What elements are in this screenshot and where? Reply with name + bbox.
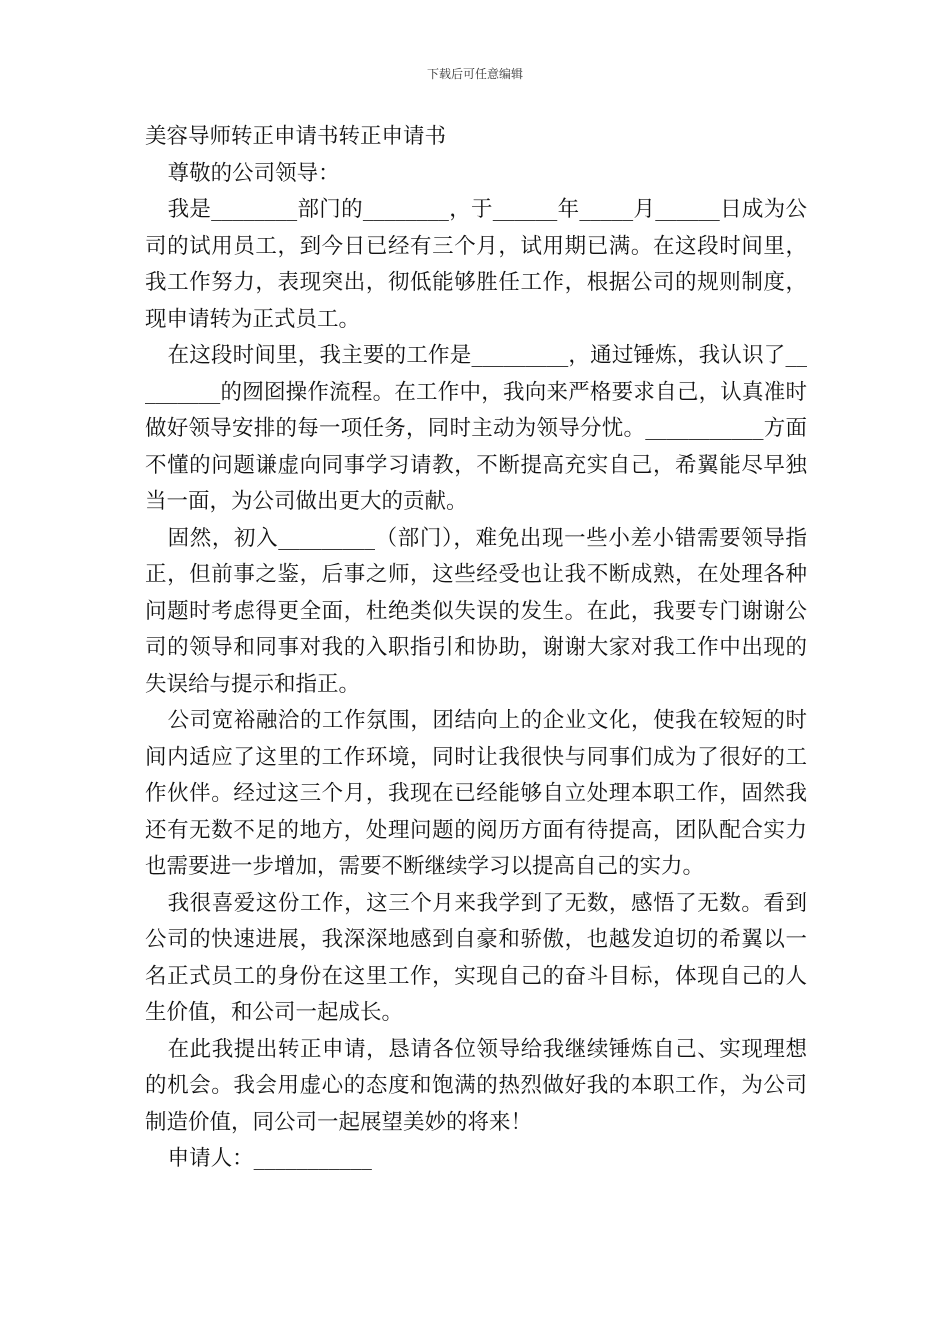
page-header: 下载后可任意编辑 — [426, 67, 523, 81]
paragraph-2: 在这段时间里，我主要的工作是_________，通过锤炼，我认识了_________的囫囵操作流程。在工作中，我向来严格要求自己，认真准时做好领导安排的每一项任务，同时主动为领导分忧。___________方面不懂的问题谦虚向同事学习请教，不断提高充实自己，希翼能尽早独当一面，为公司做出更大的贡献。 — [145, 343, 807, 514]
paragraph-5: 我很喜爱这份工作，这三个月来我学到了无数，感悟了无数。看到公司的快速进展，我深深地感到自豪和骄傲，也越发迫切的希翼以一名正式员工的身份在这里工作，实现自己的奋斗目标，体现自己的人生价值，和公司一起成长。 — [145, 890, 807, 1025]
salutation: 尊敬的公司领导： — [167, 160, 340, 186]
paragraph-4: 公司宽裕融洽的工作氛围，团结向上的企业文化，使我在较短的时间内适应了这里的工作环境，同时让我很快与同事们成为了很好的工作伙伴。经过这三个月，我现在已经能够自立处理本职工作，固然我还有无数不足的地方，处理问题的阅历方面有待提高，团队配合实力也需要进一步增加，需要不断继续学习以提高自己的实力。 — [145, 708, 807, 879]
paragraph-1: 我是________部门的________，于______年_____月______日成为公司的试用员工，到今日已经有三个月，试用期已满。在这段时间里，我工作努力，表现突出，彻低能够胜任工作，根据公司的规则制度，现申请转为正式员工。 — [145, 197, 807, 332]
paragraph-6: 在此我提出转正申请，恳请各位领导给我继续锤炼自己、实现理想的机会。我会用虚心的态度和饱满的热烈做好我的本职工作，为公司制造价值，同公司一起展望美妙的将来！ — [145, 1036, 807, 1135]
paragraph-3: 固然，初入_________（部门），难免出现一些小差小错需要领导指正，但前事之鉴，后事之师，这些经受也让我不断成熟，在处理各种问题时考虑得更全面，杜绝类似失误的发生。在此，我要专门谢谢公司的领导和同事对我的入职指引和协助，谢谢大家对我工作中出现的失误给与提示和指正。 — [145, 525, 807, 697]
signature-line: 申请人：___________ — [167, 1146, 372, 1171]
document-title: 美容导师转正申请书转正申请书 — [145, 124, 447, 149]
document-body — [145, 119, 807, 1178]
